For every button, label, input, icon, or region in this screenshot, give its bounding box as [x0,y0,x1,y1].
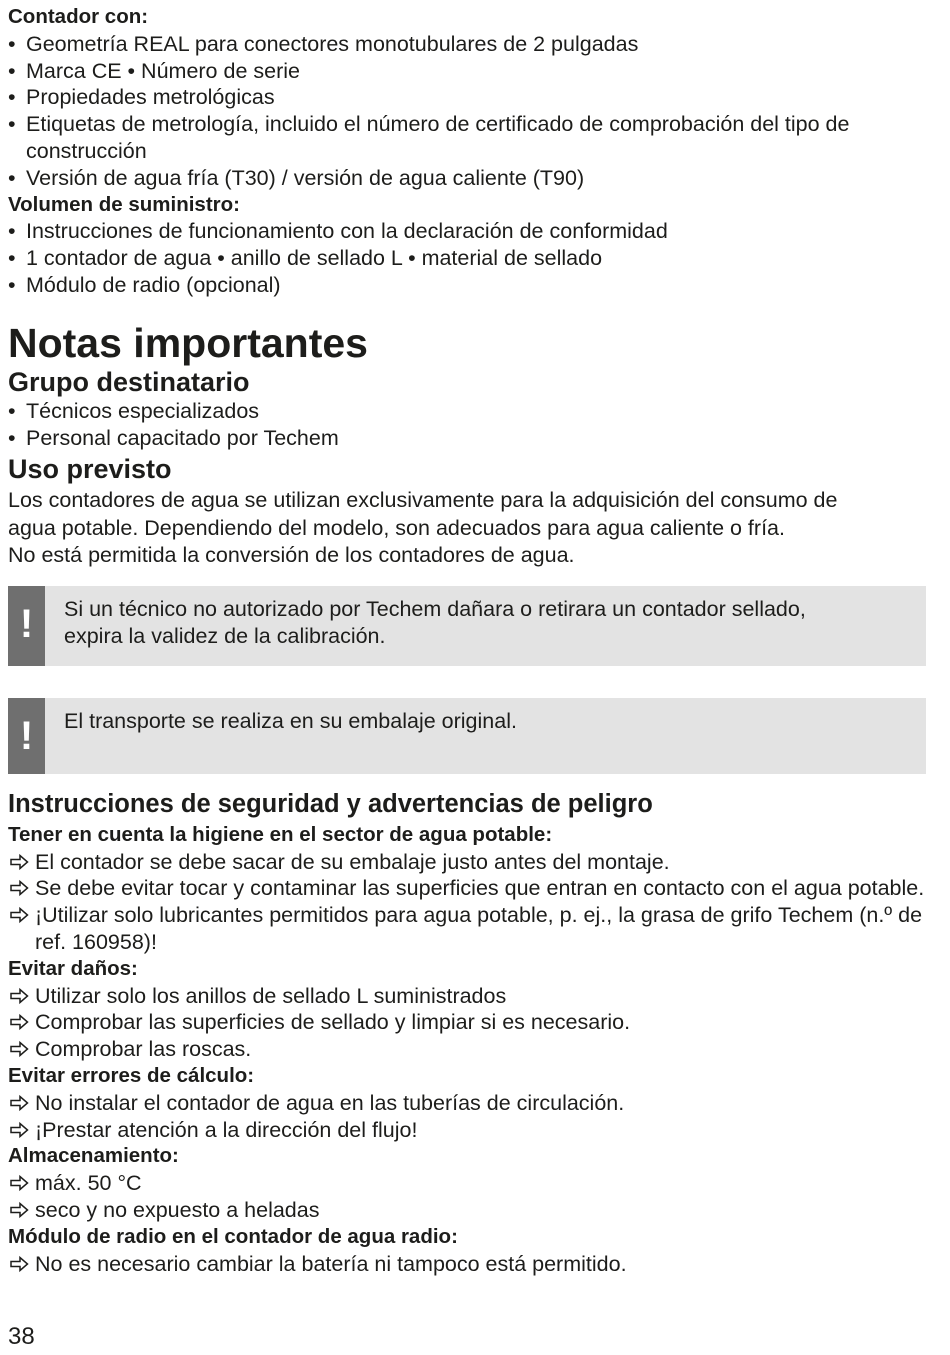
arrow-right-icon [8,1170,32,1196]
bullet-icon: • [8,112,16,137]
warning-text: Si un técnico no autorizado por Techem dañara o retirara un contador sellado, expira la validez de la calibración. [64,596,806,648]
arrow-right-icon [8,849,32,875]
list-item: ¡Utilizar solo lubricantes permitidos para agua potable, p. ej., la grasa de grifo Techem (n.º de ref. 160958)! [8,902,926,956]
bullet-icon: • [8,31,16,56]
notas-title: Notas importantes [8,319,368,366]
page-number: 38 [8,1323,35,1350]
uso-paragraph [8,487,926,570]
list-item: No es necesario cambiar la batería ni tampoco está permitido. [8,1251,926,1278]
list-item: • 1 contador de agua • anillo de sellado L • material de sellado [8,246,603,271]
errores-list [8,1090,926,1144]
list-item: • Personal capacitado por Techem [8,425,339,450]
almacen-heading: Almacenamiento: [8,1144,179,1168]
seguridad-title: Instrucciones de seguridad y advertencias de peligro [8,789,653,818]
warning-text: El transporte se realiza en su embalaje original. [64,708,517,733]
danos-list [8,983,926,1063]
arrow-right-icon [8,1117,32,1143]
list-item: Se debe evitar tocar y contaminar las superficies que entran en contacto con el agua potable. [8,875,926,902]
bullet-icon: • [8,219,16,244]
list-item: Comprobar las superficies de sellado y limpiar si es necesario. [8,1009,926,1036]
page-content [8,4,926,1277]
higiene-list [8,849,926,956]
arrow-right-icon [8,1251,32,1277]
list-item: • Geometría REAL para conectores monotubulares de 2 pulgadas [8,31,639,56]
paragraph-line: agua potable. Dependiendo del modelo, son adecuados para agua caliente o fría. [8,515,785,540]
list-item: ¡Prestar atención a la dirección del flujo! [8,1117,926,1144]
arrow-right-icon [8,1197,32,1223]
list-item: No instalar el contador de agua en las tuberías de circulación. [8,1090,926,1117]
list-item: El contador se debe sacar de su embalaje justo antes del montaje. [8,849,926,876]
warning-note [8,586,926,666]
contador-list [8,31,926,192]
higiene-heading: Tener en cuenta la higiene en el sector de agua potable: [8,822,553,846]
list-item: seco y no expuesto a heladas [8,1197,926,1224]
radio-list [8,1251,926,1278]
bullet-icon: • [8,425,16,450]
uso-heading: Uso previsto [8,454,172,485]
list-item: • Instrucciones de funcionamiento con la declaración de conformidad [8,219,668,244]
arrow-right-icon [8,1036,32,1062]
paragraph-line: No está permitida la conversión de los contadores de agua. [8,543,575,568]
errores-heading: Evitar errores de cálculo: [8,1064,255,1088]
list-item: • Etiquetas de metrología, incluido el número de certificado de comprobación del tipo de construcción [8,112,850,163]
list-item: • Módulo de radio (opcional) [8,272,281,297]
radio-heading: Módulo de radio en el contador de agua radio: [8,1224,458,1248]
bullet-icon: • [8,165,16,190]
exclamation-icon: ! [8,698,45,774]
list-item: máx. 50 °C [8,1170,926,1197]
arrow-right-icon [8,875,32,901]
list-item: • Técnicos especializados [8,398,260,423]
bullet-icon: • [8,246,16,271]
bullet-icon: • [8,85,16,110]
danos-heading: Evitar daños: [8,956,138,980]
list-item: Comprobar las roscas. [8,1036,926,1063]
grupo-list [8,398,926,452]
bullet-icon: • [8,58,16,83]
arrow-right-icon [8,1090,32,1116]
volumen-list [8,218,926,298]
arrow-right-icon [8,902,32,928]
list-item: • Marca CE • Número de serie [8,58,300,83]
bullet-icon: • [8,398,16,423]
volumen-heading: Volumen de suministro: [8,192,240,216]
arrow-right-icon [8,983,32,1009]
exclamation-icon: ! [8,586,45,666]
almacen-list [8,1170,926,1224]
contador-heading: Contador con: [8,5,149,28]
grupo-heading: Grupo destinatario [8,366,250,397]
list-item: Utilizar solo los anillos de sellado L suministrados [8,983,926,1010]
list-item: • Versión de agua fría (T30) / versión de agua caliente (T90) [8,165,585,190]
list-item: • Propiedades metrológicas [8,85,275,110]
paragraph-line: Los contadores de agua se utilizan exclusivamente para la adquisición del consumo de [8,488,838,513]
bullet-icon: • [8,272,16,297]
arrow-right-icon [8,1009,32,1035]
warning-note [8,698,926,774]
